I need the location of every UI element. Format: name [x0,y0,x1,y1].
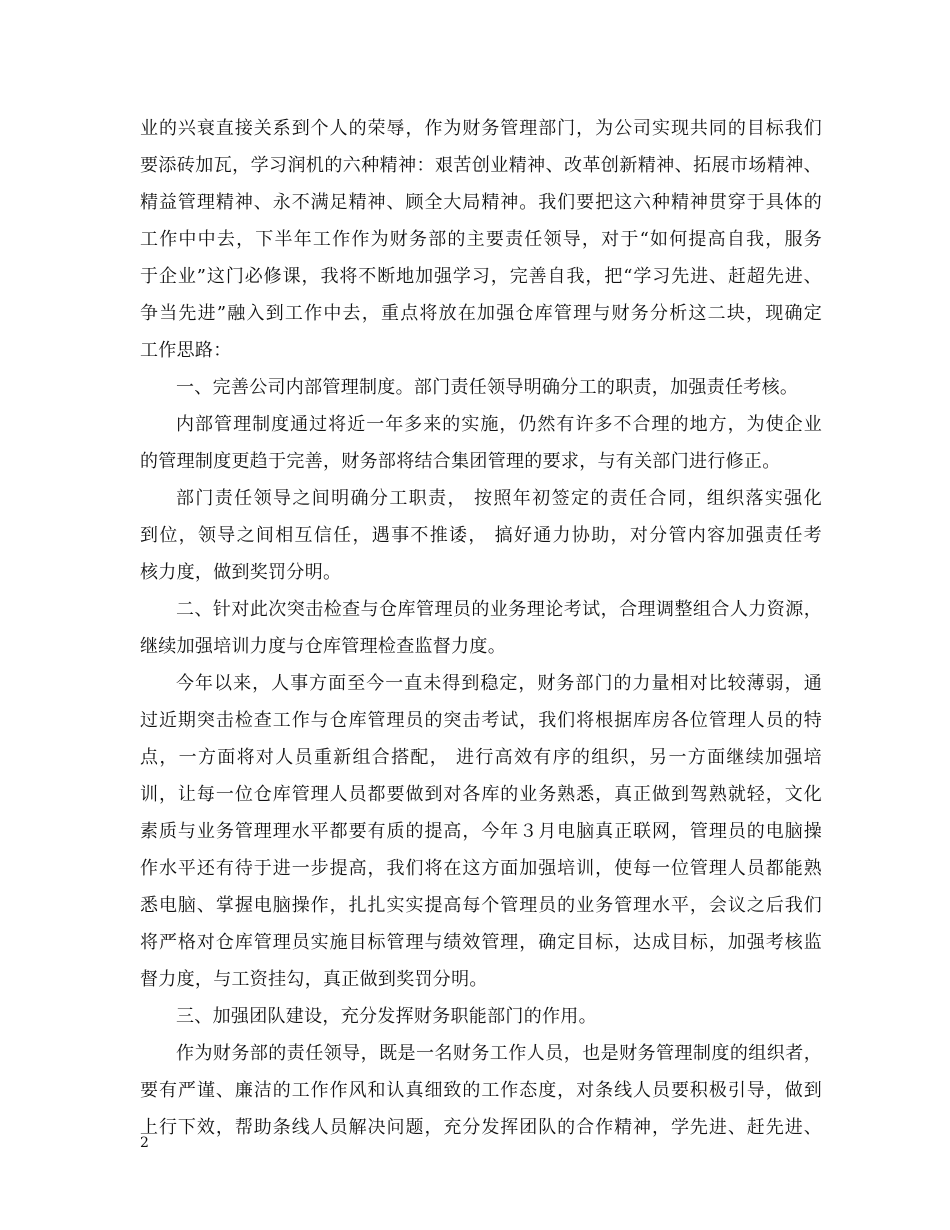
text-line: 工作中中去，下半年工作作为财务部的主要责任领导，对于“如何提高自我，服务 [140,229,822,250]
body-text [140,110,822,1146]
text-line: 到位，领导之间相互信任，遇事不推诿， 搞好通力协助，对分管内容加强责任考 [140,525,822,546]
text-line: 争当先进”融入到工作中去，重点将放在加强仓库管理与财务分析这二块，现确定 [140,303,822,324]
text-line: 悉电脑、掌握电脑操作，扎扎实实提高每个管理员的业务管理水平，会议之后我们 [140,895,822,916]
text-line: 上行下效，帮助条线人员解决问题，充分发挥团队的合作精神，学先进、赶先进、 [140,1117,822,1138]
text-line: 督力度，与工资挂勾，真正做到奖罚分明。 [140,969,488,990]
text-line: 二、针对此次突击检查与仓库管理员的业务理论考试，合理调整组合人力资源， [176,599,822,620]
text-line: 的管理制度更趋于完善，财务部将结合集团管理的要求，与有关部门进行修正。 [140,451,781,472]
text-line: 工作思路： [140,340,232,361]
text-line: 核力度，做到奖罚分明。 [140,562,342,583]
text-line: 一、完善公司内部管理制度。部门责任领导明确分工的职责，加强责任考核。 [176,377,799,398]
text-line: 过近期突击检查工作与仓库管理员的突击考试，我们将根据库房各位管理人员的特 [140,710,822,731]
text-line: 内部管理制度通过将近一年多来的实施，仍然有许多不合理的地方，为使企业 [176,414,822,435]
text-line: 三、加强团队建设，充分发挥财务职能部门的作用。 [176,1006,597,1027]
text-line: 训，让每一位仓库管理人员都要做到对各库的业务熟悉，真正做到驾熟就轻，文化 [140,784,822,805]
text-line: 作为财务部的责任领导，既是一名财务工作人员，也是财务管理制度的组织者， [176,1043,822,1064]
page-number: 2 [140,1135,149,1151]
text-line: 于企业”这门必修课，我将不断地加强学习，完善自我，把“学习先进、赶超先进、 [140,266,822,287]
text-line: 将严格对仓库管理员实施目标管理与绩效管理，确定目标，达成目标，加强考核监 [140,932,822,953]
text-line: 业的兴衰直接关系到个人的荣辱，作为财务管理部门，为公司实现共同的目标我们 [140,118,822,139]
text-line: 点，一方面将对人员重新组合搭配， 进行高效有序的组织，另一方面继续加强培 [140,747,822,768]
text-line: 部门责任领导之间明确分工职责， 按照年初签定的责任合同，组织落实强化 [176,488,822,509]
text-line: 要添砖加瓦，学习润机的六种精神：艰苦创业精神、改革创新精神、拓展市场精神、 [140,155,822,176]
text-line: 继续加强培训力度与仓库管理检查监督力度。 [140,636,506,657]
text-line: 要有严谨、廉洁的工作作风和认真细致的工作态度，对条线人员要积极引导，做到 [140,1080,822,1101]
text-line: 精益管理精神、永不满足精神、顾全大局精神。我们要把这六种精神贯穿于具体的 [140,192,822,213]
text-line: 作水平还有待于进一步提高，我们将在这方面加强培训，使每一位管理人员都能熟 [140,858,822,879]
text-line: 素质与业务管理理水平都要有质的提高，今年３月电脑真正联网，管理员的电脑操 [140,821,822,842]
text-line: 今年以来，人事方面至今一直未得到稳定，财务部门的力量相对比较薄弱，通 [176,673,822,694]
